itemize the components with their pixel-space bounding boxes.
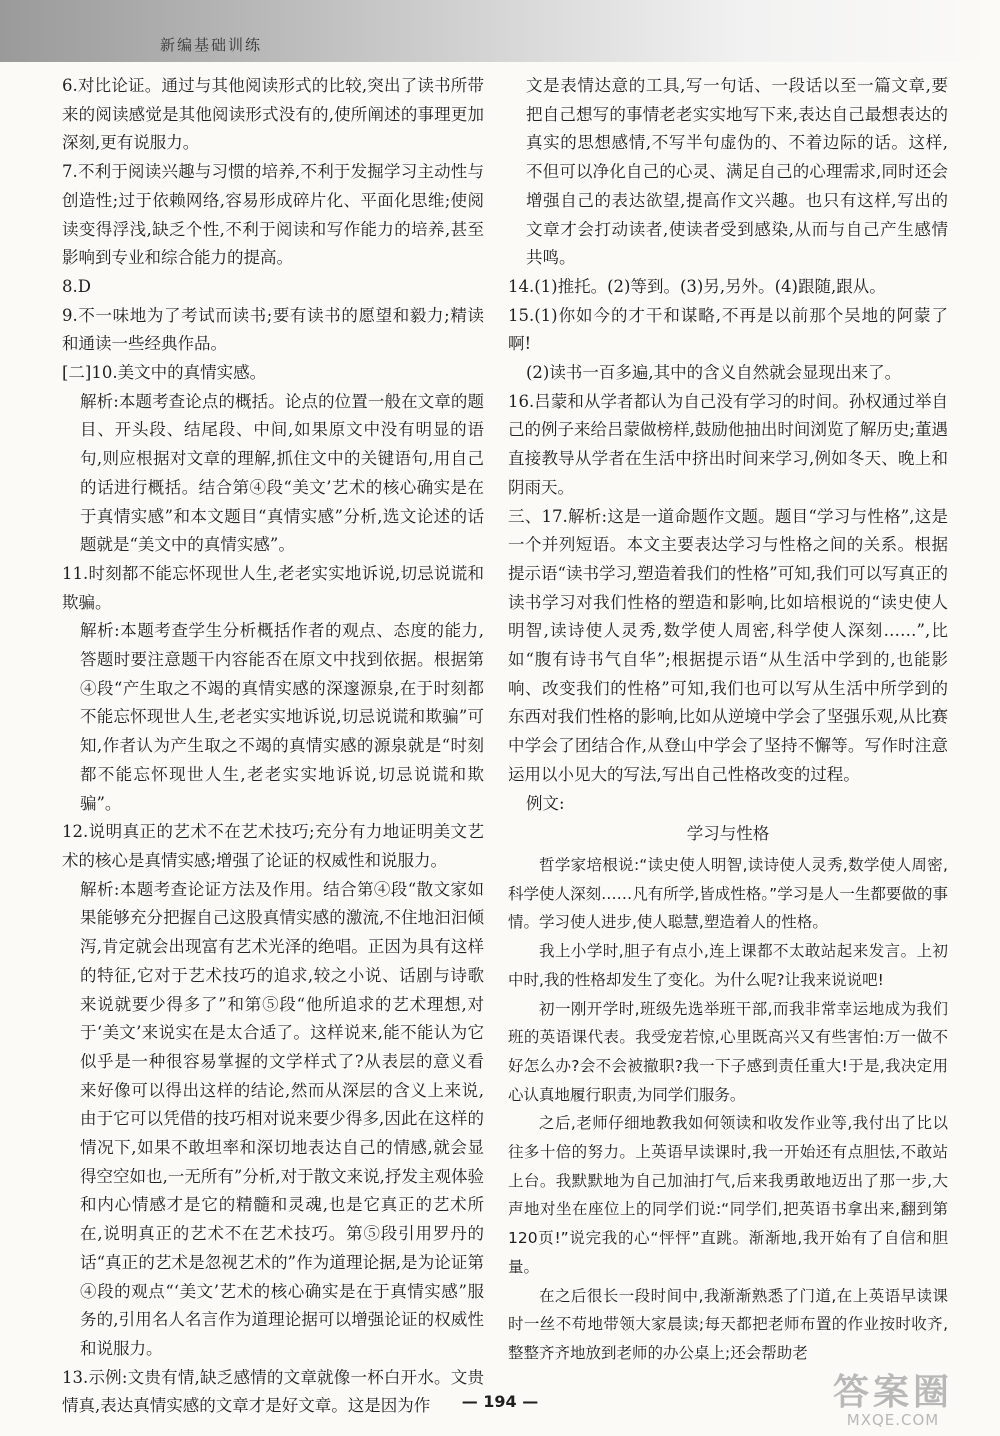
essay-paragraph: 初一刚开学时,班级先选举班干部,而我非常幸运地成为我们班的英语课代表。我受宠若惊,心里既高兴又有些害怕:万一做不好怎么办?会不会被撤职?我一下子感到责任重大!于是,我决定用心认真地履行职责,为同学们服务。 — [508, 999, 948, 1104]
answer-13: 13.示例:文贵有情,缺乏感情的文章就像一杯白开水。文贵情真,表达真情实感的文章才是好文章。这是因为作 — [62, 1367, 484, 1416]
answer-13-continued: 文是表情达意的工具,写一句话、一段话以至一篇文章,要把自己想写的事情老老实实地写下来,表达自己最想表达的真实的思想感情,不写半句虚伪的、不着边际的话。这样,不但可以净化自己的心灵、满足自己的心理需求,同时还会增强自己的表达欲望,提高作文兴趣。也只有这样,写出的文章才会打动读者,使读者受到感染,从而与自己产生感情共鸣。 — [526, 76, 948, 268]
answer-11-analysis: 解析:本题考查学生分析概括作者的观点、态度的能力,答题时要注意题干内容能否在原文中找到依据。根据第④段“产生取之不竭的真情实感的深邃源泉,在于时刻都不能忘怀现世人生,老老实实地诉说,切忌说谎和欺骗”可知,作者认为产生取之不竭的真情实感的源泉就是“时刻都不能忘怀现世人生,老老实实地诉说,切忌说谎和欺骗”。 — [80, 621, 484, 813]
watermark-logo — [798, 1374, 988, 1430]
page-number: — 194 — — [461, 1392, 539, 1411]
example-label: 例文: — [526, 793, 565, 813]
essay-title: 学习与性格 — [686, 824, 770, 844]
essay-paragraph: 在之后很长一段时间中,我渐渐熟悉了门道,在上英语早读课时一丝不苟地带领大家晨读;每天都把老师布置的作业按时收齐,整整齐齐地放到老师的办公桌上;还会帮助老 — [508, 1286, 948, 1362]
header-band — [0, 0, 1000, 62]
header-title: 新编基础训练 — [160, 36, 263, 54]
essay-paragraph: 哲学家培根说:“读史使人明智,读诗使人灵秀,数学使人周密,科学使人深刻……凡有所学,皆成性格。”学习是人一生都要做的事情。学习使人进步,使人聪慧,塑造着人的性格。 — [508, 855, 948, 932]
answer-12: 12.说明真正的艺术不在艺术技巧;充分有力地证明美文艺术的核心是真情实感;增强了论证的权威性和说服力。 — [62, 822, 484, 870]
answer-14: 14.(1)推托。(2)等到。(3)另,另外。(4)跟随,跟从。 — [508, 276, 886, 296]
answer-10-analysis: 解析:本题考查论点的概括。论点的位置一般在文章的题目、开头段、结尾段、中间,如果原文中没有明显的语句,则应根据对文章的理解,抓住文中的关键语句,用自己的话进行概括。结合第④段“美文’艺术的核心确实是在于真情实感”和本文题目“真情实感”分析,选文论述的话题就是“美文中的真情实感”。 — [80, 391, 484, 555]
essay-paragraph: 我上小学时,胆子有点小,连上课都不太敢站起来发言。上初中时,我的性格却发生了变化。为什么呢?让我来说说吧! — [508, 942, 948, 989]
answer-6: 6.对比论证。通过与其他阅读形式的比较,突出了读书所带来的阅读感觉是其他阅读形式没有的,使所阐述的事理更加深刻,更有说服力。 — [62, 76, 484, 153]
answer-8: 8.D — [62, 276, 91, 296]
watermark-url: MXQE.COM — [846, 1411, 940, 1429]
answer-15: 15.(1)你如今的才干和谋略,不再是以前那个吴地的阿蒙了啊! — [508, 305, 948, 354]
answer-17-analysis: 三、17.解析:这是一道命题作文题。题目“学习与性格”,这是一个并列短语。本文主要表达学习与性格之间的关系。根据提示语“读书学习,塑造着我们的性格”可知,我们可以写真正的读书学习对我们性格的塑造和影响,比如培根说的“读史使人明智,读诗使人灵秀,数学使人周密,科学使人深刻……”,比如“腹有诗书气自华”;根据提示语“从生活中学到的,也能影响、改变我们的性格”可知,我们也可以写从生活中所学到的东西对我们性格的影响,比如从逆境中学会了坚强乐观,从比赛中学会了团结合作,从登山中学会了坚持不懈等。写作时注意运用以小见大的写法,写出自己性格改变的过程。 — [508, 506, 948, 784]
essay-paragraph: 之后,老师仔细地教我如何领读和收发作业等,我付出了比以往多十倍的努力。上英语早读课时,我一开始还有点胆怯,不敢站上台。我默默地为自己加油打气,后来我勇敢地迈出了那一步,大声地对坐在座位上的同学们说:“同学们,把英语书拿出来,翻到第120页!”说完我的心“怦怦”直跳。渐渐地,我开始有了自信和胆量。 — [508, 1114, 948, 1276]
answer-15-part2: (2)读书一百多遍,其中的含义自然就会显现出来了。 — [526, 363, 902, 383]
answer-9: 9.不一味地为了考试而读书;要有读书的愿望和毅力;精读和通读一些经典作品。 — [62, 305, 484, 354]
answer-7: 7.不利于阅读兴趣与习惯的培养,不利于发掘学习主动性与创造性;过于依赖网络,容易形成碎片化、平面化思维;使阅读变得浮浅,缺乏个性,不利于阅读和写作能力的培养,甚至影响到专业和综合能力的提高。 — [62, 162, 484, 268]
watermark-mark: 答案圈 — [832, 1372, 953, 1413]
right-column — [508, 72, 948, 1368]
answer-10: [二]10.美文中的真情实感。 — [62, 363, 267, 383]
answer-11: 11.时刻都不能忘怀现世人生,老老实实地诉说,切忌说谎和欺骗。 — [62, 563, 484, 612]
left-column — [62, 72, 484, 1421]
answer-12-analysis: 解析:本题考查论证方法及作用。结合第④段“散文家如果能够充分把握自己这股真情实感的激流,不住地汩汩倾泻,肯定就会出现富有艺术光泽的绝唱。正因为具有这样的特征,它对于艺术技巧的追求,较之小说、话剧与诗歌来说就要少得多了”和第⑤段“他所追求的艺术理想,对于‘美文’来说实在是太合适了。这样说来,能不能认为它似乎是一种很容易掌握的文学样式了?从表层的意义看来好像可以得出这样的结论,然而从深层的含义上来说,由于它可以凭借的技巧相对说来要少得多,因此在这样的情况下,如果不敢坦率和深切地表达自己的情感,就会显得空空如也,一无所有”分析,对于散文来说,抒发主观体验和内心情感才是它的精髓和灵魂,也是它真正的艺术所在,说明真正的艺术不在艺术技巧。第⑤段引用罗丹的话“真正的艺术是忽视艺术的”作为道理论据,是为论证第④段的观点“‘美文’艺术的核心确实是在于真情实感”服务的,引用名人名言作为道理论据可以增强论证的权威性和说服力。 — [80, 879, 484, 1358]
answer-16: 16.吕蒙和从学者都认为自己没有学习的时间。孙权通过举自己的例子来给吕蒙做榜样,鼓励他抽出时间浏览了解历史;董遇直接教导从学者在生活中挤出时间来学习,例如冬天、晚上和阴雨天。 — [508, 391, 948, 497]
